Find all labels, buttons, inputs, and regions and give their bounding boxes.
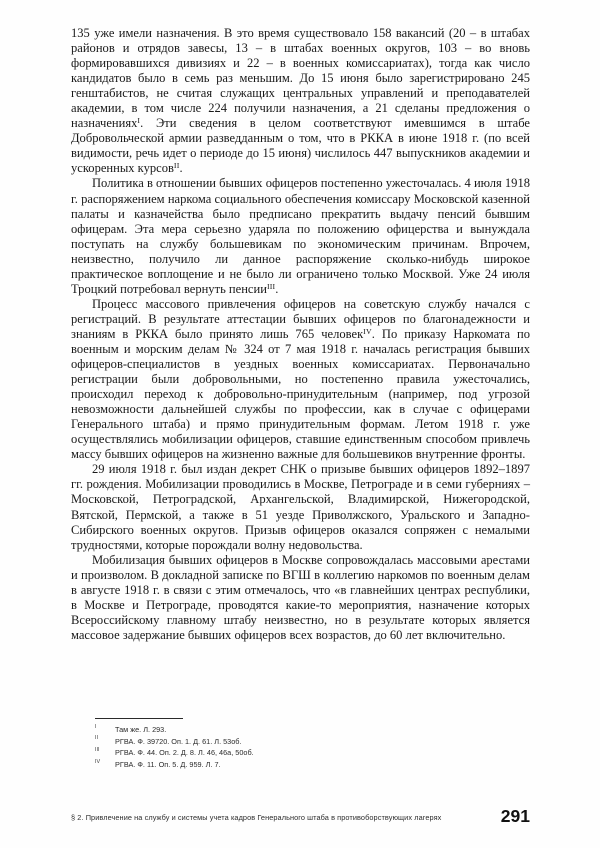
page-number: 291 [500, 806, 530, 826]
footnote-item [95, 736, 495, 748]
page-footer [71, 806, 530, 824]
footnote-text: РГВА. Ф. 44. Оп. 2. Д. 8. Л. 46, 46а, 50об. [115, 748, 254, 758]
footnote-marker: II [95, 735, 98, 742]
body-paragraph: Мобилизация бывших офицеров в Москве сопровождалась массовыми арестами и произволом. В докладной записке по ВГШ в коллегию наркомов по военным делам в августе 1918 г. в связи с этим отмечалось, что «в главнейших центрах республики, в Москве и Петрограде, проводятся какие-то мероприятия, назначение которых Всероссийскому главному штабу неизвестно, но в результате которых является массовое задержание бывших офицеров всех возрастов, до 60 лет включительно. [71, 552, 530, 642]
footer-running-title: § 2. Привлечение на службу и системы учета кадров Генерального штаба в противоборствующих лагерях [71, 813, 442, 822]
footnote-marker: III [95, 747, 100, 753]
footnote-marker: IV [95, 758, 101, 765]
footnote-marker: I [95, 723, 97, 730]
footnote-reference[interactable]: IV [363, 326, 372, 336]
footnote-list [95, 724, 495, 770]
body-paragraph: Процесс массового привлечения офицеров на советскую службу начался с регистраций. В результате аттестации бывших офицеров по благонадежности и знаниям в РККА было принято лишь 765 человек$^{IV}$. По приказу Наркомата по военным и морским делам № 324 от 7 мая 1918 г. началась регистрация бывших офицеров-специалистов в уездных военных комиссариатах. Первоначально регистрации были добровольными, но постепенно правила ужесточались, происходил переход к добровольно-принудительным (например, под угрозой невозможности дальнейшей службы по профессии, как в случае с офицерами Генерального штаба) и прямо принудительным формам. Летом 1918 г. уже осуществлялись мобилизации офицеров, ставшие единственным способом привлечь массу бывших офицеров на жизненно важные для большевиков внутренние фронты. [71, 296, 530, 462]
body-paragraph: 135 уже имели назначения. В это время существовало 158 вакансий (20 – в штабах районов и отрядов завесы, 13 – в штабах военных округов, 103 – во вновь формировавшихся дивизиях и 22 – в военных комиссариатах), тогда как число кандидатов было в семь раз меньшим. До 15 июня было зарегистрировано 245 генштабистов, не считая служащих центральных управлений и преподавателей академии, в том числе 224 получили назначения, а 21 сделаны предложения о назначениях$^I$. Эти сведения в целом соответствуют имевшимся в штабе Добровольческой армии разведданным о том, что в РККА в июне 1918 г. (по всей видимости, речь идет о периоде до 15 июня) числилось 447 выпускников академии и ускоренных курсов$^{II}$. [71, 26, 530, 176]
body-text-column [71, 26, 530, 643]
footnote-item [95, 747, 495, 759]
footnote-text: РГВА. Ф. 11. Оп. 5. Д. 959. Л. 7. [115, 759, 221, 769]
body-paragraph: 29 июля 1918 г. был издан декрет СНК о призыве бывших офицеров 1892–1897 гг. рождения. Мобилизации проводились в Москве, Петрограде и в семи губерниях – Московской, Петроградской, Архангельской, Владимирской, Нижегородской, Вятской, Пермской, а также в 51 уезде Приволжского, Уральского и Западно-Сибирского военных округов. Призыв офицеров оказался сопряжен с немалыми трудностями, которые порождали волну недовольства. [71, 462, 530, 552]
footnote-reference[interactable]: I [137, 116, 141, 126]
footnote-text: РГВА. Ф. 39720. Оп. 1. Д. 61. Л. 53об. [115, 736, 242, 746]
footnote-item [95, 724, 495, 736]
footnote-reference[interactable]: II [173, 161, 180, 171]
body-paragraph: Политика в отношении бывших офицеров постепенно ужесточалась. 4 июля 1918 г. распоряжением наркома социального обеспечения комиссару Московской казенной палаты и казначейства было предписано прекратить выдачу пенсий бывшим офицерам. Эта мера серьезно ударяла по положению офицерства и вынуждала поступать на службу большевикам по экономическим причинам. Впрочем, неизвестно, получило ли данное распоряжение сколько-нибудь широкое практическое воплощение и не было ли ограничено только Москвой. Уже 24 июля Троцкий потребовал вернуть пенсии$^{III}$. [71, 176, 530, 296]
footnote-reference[interactable]: III [266, 281, 276, 291]
footnote-text: Там же. Л. 293. [115, 725, 167, 734]
footnote-separator-rule [95, 718, 183, 719]
footnotes-section [95, 718, 495, 770]
footnote-item [95, 759, 495, 771]
